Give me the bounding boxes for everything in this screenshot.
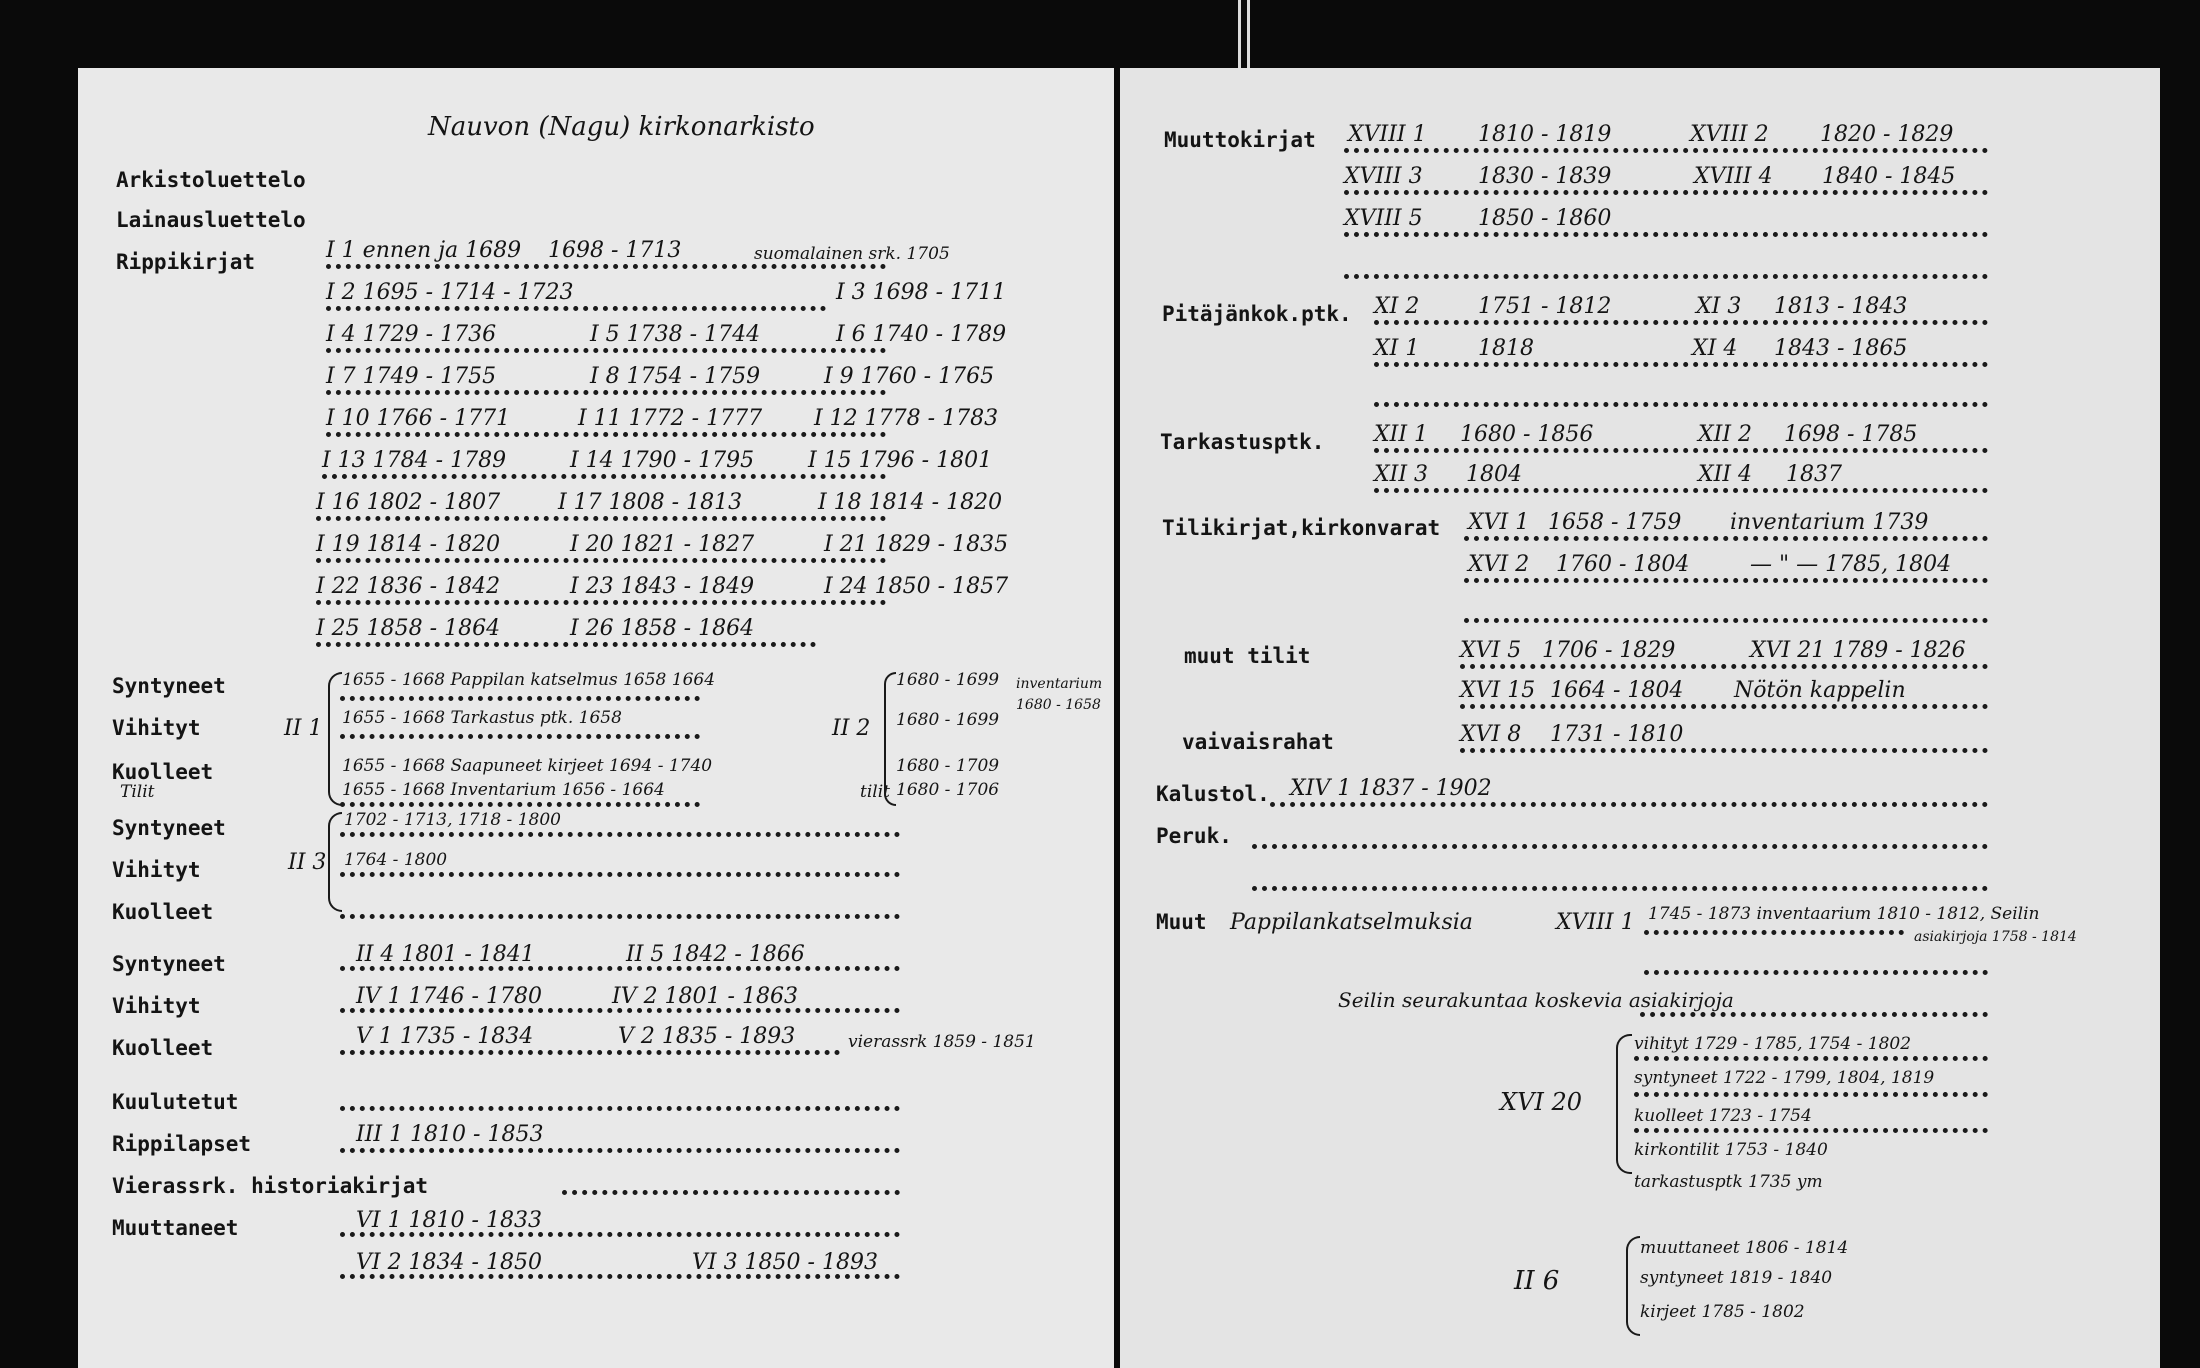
tili-r1-c0: XVI 2 [1468,552,1530,577]
dotted-rule [1640,1012,1988,1017]
dotted-rule [1374,448,1988,453]
label-vihityt-3: Vihityt [112,994,201,1018]
ripp-r6-c1: I 17 1808 - 1813 [558,490,743,515]
label-muuttaneet: Muuttaneet [112,1216,239,1240]
ripp-r5-c0: I 13 1784 - 1789 [322,448,507,473]
block1-line-3: 1655 - 1668 Inventarium 1656 - 1664 [342,780,665,800]
tark-r0-c3: 1698 - 1785 [1784,422,1918,447]
block1-line-2: 1655 - 1668 Saapuneet kirjeet 1694 - 1740 [342,756,713,776]
dotted-rule [322,474,886,479]
brace [884,672,896,806]
tili-r1-c1: 1760 - 1804 [1556,552,1690,577]
label-lainausluettelo: Lainausluettelo [116,208,306,232]
dotted-rule [1270,802,1988,807]
ii6-label: II 6 [1514,1266,1560,1296]
muut-r1-c0: XVI 15 [1460,678,1536,703]
ripp-r9-c1: I 26 1858 - 1864 [570,616,755,641]
muut-r1-c1: 1664 - 1804 [1550,678,1684,703]
dotted-rule [326,348,886,353]
ripp-r8-c2: I 24 1850 - 1857 [824,574,1009,599]
xvi20-line-2: kuolleet 1723 - 1754 [1634,1106,1812,1126]
dotted-rule [340,696,700,701]
label-syntyneet-2: Syntyneet [112,816,226,840]
dotted-rule [316,516,886,521]
dotted-rule [316,642,816,647]
xvi20-label: XVI 20 [1500,1088,1583,1116]
entry-v2-note: vierassrk 1859 - 1851 [848,1032,1036,1052]
label-vihityt-1: Vihityt [112,716,201,740]
binding-strings [1236,0,1252,70]
ripp-r4-c1: I 11 1772 - 1777 [578,406,763,431]
dotted-rule [1460,664,1988,669]
block1-line-0: 1655 - 1668 Pappilan katselmus 1658 1664 [342,670,716,690]
label-tilit: Tilit [120,782,155,802]
label-muut: Muut [1156,910,1207,934]
brace [328,812,342,912]
dotted-rule [1344,274,1988,279]
pitajan-r1-c1: 1818 [1478,336,1534,361]
ii6-line-1: syntyneet 1819 - 1840 [1640,1268,1833,1288]
ripp-r6-c0: I 16 1802 - 1807 [316,490,501,515]
muutto-r0-c0: XVIII 1 [1348,122,1427,147]
pitajan-r1-c3: 1843 - 1865 [1774,336,1908,361]
label-ii3: II 3 [288,850,327,875]
dotted-rule [1252,886,1988,891]
dotted-rule [1344,190,1988,195]
dotted-rule [326,432,886,437]
ripp-r8-c0: I 22 1836 - 1842 [316,574,501,599]
label-ii2: II 2 [832,716,871,741]
dotted-rule [340,1106,900,1111]
dotted-rule [340,734,700,739]
ripp-r3-c1: I 8 1754 - 1759 [590,364,761,389]
label-ii1: II 1 [284,716,323,741]
dotted-rule [1344,232,1988,237]
entry-ii5: II 5 1842 - 1866 [626,942,805,967]
dotted-rule [1374,488,1988,493]
tark-r1-c0: XII 3 [1374,462,1429,487]
dotted-rule [340,832,900,837]
pitajan-r1-c0: XI 1 [1374,336,1420,361]
label-arkistoluettelo: Arkistoluettelo [116,168,306,192]
dotted-rule [340,1232,900,1237]
entry-vi3: VI 3 1850 - 1893 [692,1250,878,1275]
dotted-rule [316,600,886,605]
xvi20-line-1: syntyneet 1722 - 1799, 1804, 1819 [1634,1068,1935,1088]
tilit-word: tilit [860,782,890,802]
label-pitajankok: Pitäjänkok.ptk. [1162,302,1352,326]
dotted-rule [340,1050,840,1055]
tili-r0-c1: 1658 - 1759 [1548,510,1682,535]
entry-iv2: IV 2 1801 - 1863 [612,984,798,1009]
vaivais-c1: 1731 - 1810 [1550,722,1684,747]
entry-iii1: III 1 1810 - 1853 [356,1122,544,1147]
brace [1626,1236,1640,1336]
pitajan-r1-c2: XI 4 [1692,336,1738,361]
ripp-r3-c0: I 7 1749 - 1755 [326,364,497,389]
muut-line: Pappilankatselmuksia [1230,910,1473,935]
brace [328,672,342,806]
tark-r1-c1: 1804 [1466,462,1522,487]
dotted-rule [1374,320,1988,325]
dotted-rule [1344,148,1988,153]
dotted-rule [326,306,826,311]
label-kuulutetut: Kuulutetut [112,1090,239,1114]
muut-r0-c2: XVI 21 1789 - 1826 [1750,638,1966,663]
ripp-r0-c2: suomalainen srk. 1705 [754,244,950,264]
dotted-rule [1460,748,1988,753]
ripp-r1-c0: I 2 1695 - 1714 - 1723 [326,280,574,305]
dotted-rule [1634,1092,1988,1097]
pitajan-r0-c0: XI 2 [1374,294,1420,319]
ripp-r3-c2: I 9 1760 - 1765 [824,364,995,389]
dotted-rule [340,1148,900,1153]
block1-line-1: 1655 - 1668 Tarkastus ptk. 1658 [342,708,622,728]
tili-r0-c0: XVI 1 [1468,510,1530,535]
entry-vi1: VI 1 1810 - 1833 [356,1208,542,1233]
ripp-r1-c2: I 3 1698 - 1711 [836,280,1007,305]
tark-r0-c1: 1680 - 1856 [1460,422,1594,447]
xvi20-line-4: tarkastusptk 1735 ym [1634,1172,1823,1192]
block1-right-3: 1680 - 1706 [896,780,1000,800]
ripp-r9-c0: I 25 1858 - 1864 [316,616,501,641]
pitajan-r0-c2: XI 3 [1696,294,1742,319]
dotted-rule [1374,362,1988,367]
label-rippilapset: Rippilapset [112,1132,252,1156]
dotted-rule [340,802,700,807]
dotted-rule [1644,930,1904,935]
muut-r0-c1: 1706 - 1829 [1542,638,1676,663]
ripp-r7-c2: I 21 1829 - 1835 [824,532,1009,557]
label-vierassrk: Vierassrk. historiakirjat [112,1174,429,1198]
entry-v2: V 2 1835 - 1893 [618,1024,796,1049]
dotted-rule [340,914,900,919]
vaivais-c0: XVI 8 [1460,722,1522,747]
muut-r0-c0: XVI 5 [1460,638,1522,663]
ripp-r5-c2: I 15 1796 - 1801 [808,448,993,473]
tili-r0-c2: inventarium 1739 [1730,510,1929,535]
entry-vi2: VI 2 1834 - 1850 [356,1250,542,1275]
block1-right-1: 1680 - 1699 [896,710,1000,730]
ripp-r8-c1: I 23 1843 - 1849 [570,574,755,599]
dotted-rule [326,390,886,395]
muutto-r0-c3: 1820 - 1829 [1820,122,1954,147]
ripp-r2-c1: I 5 1738 - 1744 [590,322,761,347]
left-page [78,68,1114,1368]
muut-years: 1745 - 1873 inventaarium 1810 - 1812, Seilin [1648,904,2040,924]
dotted-rule [340,1008,900,1013]
dotted-rule [340,1274,900,1279]
brace [1616,1034,1632,1174]
ripp-r2-c2: I 6 1740 - 1789 [836,322,1007,347]
ii6-line-0: muuttaneet 1806 - 1814 [1640,1238,1849,1258]
ripp-r6-c2: I 18 1814 - 1820 [818,490,1003,515]
muutto-r2-c0: XVIII 5 [1344,206,1423,231]
side-note: inventarium 1680 - 1658 [1016,676,1103,713]
ripp-r2-c0: I 4 1729 - 1736 [326,322,497,347]
block2-line-2: 1764 - 1800 [344,850,448,870]
ripp-r4-c0: I 10 1766 - 1771 [326,406,511,431]
label-rippikirjat: Rippikirjat [116,250,256,274]
tark-r0-c0: XII 1 [1374,422,1429,447]
dotted-rule [316,558,886,563]
xvi20-line-3: kirkontilit 1753 - 1840 [1634,1140,1828,1160]
muut-years-2: asiakirjoja 1758 - 1814 [1914,929,2077,945]
muut-code: XVIII 1 [1556,910,1635,935]
entry-iv1: IV 1 1746 - 1780 [356,984,542,1009]
label-muuttokirjat: Muuttokirjat [1164,128,1316,152]
dotted-rule [562,1190,900,1195]
dotted-rule [340,872,900,877]
tark-r1-c3: 1837 [1786,462,1842,487]
ii6-line-2: kirjeet 1785 - 1802 [1640,1302,1805,1322]
archive-title: Nauvon (Nagu) kirkonarkisto [428,112,815,142]
label-kuolleet-3: Kuolleet [112,1036,214,1060]
label-syntyneet-3: Syntyneet [112,952,226,976]
pitajan-r0-c3: 1813 - 1843 [1774,294,1908,319]
ripp-r5-c1: I 14 1790 - 1795 [570,448,755,473]
muutto-r1-c3: 1840 - 1845 [1822,164,1956,189]
seili-heading: Seilin seurakuntaa koskevia asiakirjoja [1338,988,1734,1012]
muutto-r2-c1: 1850 - 1860 [1478,206,1612,231]
ripp-r7-c1: I 20 1821 - 1827 [570,532,755,557]
label-peruk: Peruk. [1156,824,1232,848]
label-syntyneet-1: Syntyneet [112,674,226,698]
muut-r1-c2: Nötön kappelin [1734,678,1906,703]
dotted-rule [1252,844,1988,849]
dotted-rule [326,264,886,269]
dotted-rule [1634,1056,1988,1061]
right-page [1120,68,2160,1368]
ripp-r7-c0: I 19 1814 - 1820 [316,532,501,557]
muutto-r0-c2: XVIII 2 [1690,122,1769,147]
label-muut-tilit: muut tilit [1184,644,1311,668]
muutto-r1-c1: 1830 - 1839 [1478,164,1612,189]
muutto-r0-c1: 1810 - 1819 [1478,122,1612,147]
dotted-rule [1464,618,1988,623]
ripp-r4-c2: I 12 1778 - 1783 [814,406,999,431]
tark-r1-c2: XII 4 [1698,462,1753,487]
dotted-rule [1634,1128,1988,1133]
dotted-rule [1460,704,1988,709]
ripp-r0-c1: 1698 - 1713 [548,238,682,263]
pitajan-r0-c1: 1751 - 1812 [1478,294,1612,319]
dotted-rule [1464,578,1988,583]
entry-ii4: II 4 1801 - 1841 [356,942,535,967]
kalustol-value: XIV 1 1837 - 1902 [1290,776,1492,801]
label-kalustol: Kalustol. [1156,782,1270,806]
label-kuolleet-2: Kuolleet [112,900,214,924]
label-vihityt-2: Vihityt [112,858,201,882]
label-vaivaisrahat: vaivaisrahat [1182,730,1334,754]
label-tarkastusptk: Tarkastusptk. [1160,430,1325,454]
block1-right-2: 1680 - 1709 [896,756,1000,776]
label-kuolleet-1: Kuolleet [112,760,214,784]
label-tilikirjat: Tilikirjat,kirkonvarat [1162,516,1441,540]
tili-r1-c2: — " — 1785, 1804 [1750,552,1952,577]
dotted-rule [340,966,900,971]
block1-right-0: 1680 - 1699 [896,670,1000,690]
ripp-r0-c0: I 1 ennen ja 1689 [326,238,522,263]
entry-v1: V 1 1735 - 1834 [356,1024,534,1049]
muutto-r1-c2: XVIII 4 [1694,164,1773,189]
muutto-r1-c0: XVIII 3 [1344,164,1423,189]
tark-r0-c2: XII 2 [1698,422,1753,447]
block2-line-1: 1702 - 1713, 1718 - 1800 [344,810,561,830]
xvi20-line-0: vihityt 1729 - 1785, 1754 - 1802 [1634,1034,1912,1054]
dotted-rule [1464,536,1988,541]
dotted-rule [1644,970,1988,975]
dotted-rule [1374,402,1988,407]
